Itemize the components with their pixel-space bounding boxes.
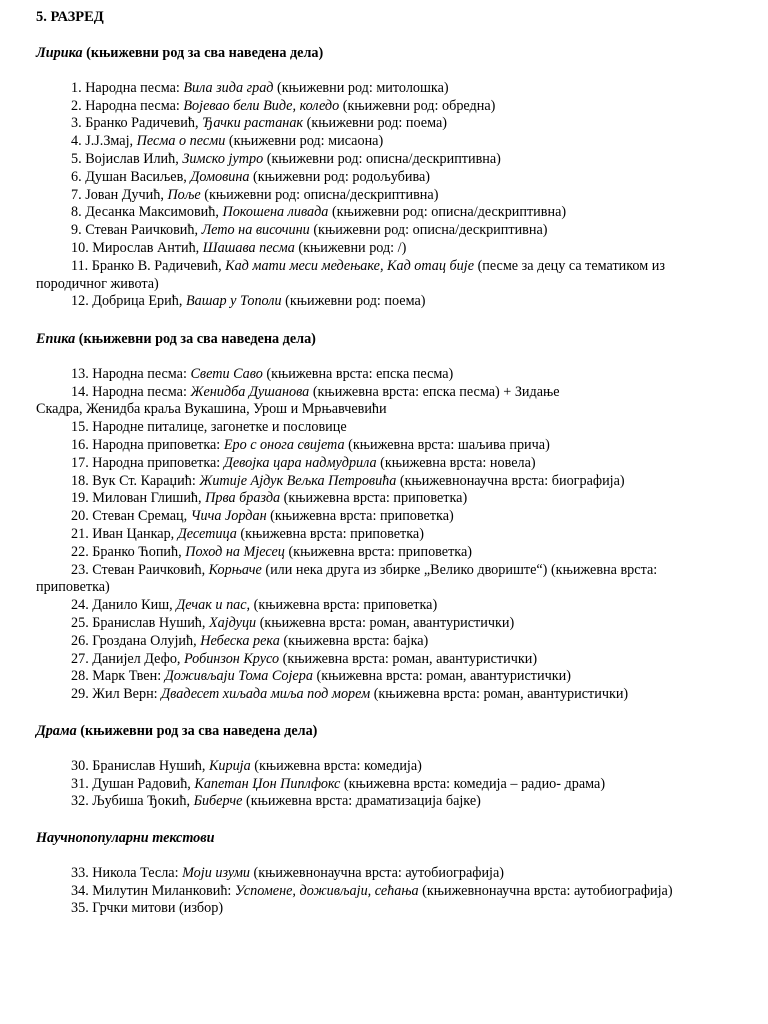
list-item: [71, 473, 736, 491]
item-text: 2. Народна песма:: [71, 97, 184, 114]
item-note: (књижевна врста: приповетка): [280, 490, 468, 507]
item-note: (књижевна врста: новела): [376, 454, 536, 471]
section-drama: [36, 723, 736, 811]
item-text: 22. Бранко Ћопић,: [71, 543, 186, 560]
work-title: Житије Ајдук Вељка Петровића: [199, 472, 397, 489]
section-heading-name: Епика: [36, 331, 76, 347]
list-item: [71, 222, 736, 240]
item-note: (књижевна врста: бајка): [279, 632, 429, 649]
item-text: 4. Ј.Ј.Змај,: [71, 133, 137, 150]
item-list: [36, 366, 736, 704]
work-title: Капетан Џон Пиплфокс: [194, 775, 341, 792]
list-item: [71, 115, 736, 133]
list-item: [71, 668, 736, 686]
item-text: 25. Бранислав Нушић,: [71, 614, 209, 631]
section-naucnopopularni: [36, 830, 736, 918]
list-item: [71, 508, 736, 526]
item-note: (књижевна врста: епска песма): [262, 365, 454, 382]
list-item: [71, 900, 736, 918]
work-title: Поход на Мјесец: [185, 543, 285, 560]
work-title: Двадесет хиљада миља под морем: [161, 686, 371, 703]
item-text: 27. Данијел Дефо,: [71, 650, 185, 667]
list-item: [71, 98, 736, 116]
list-item: [71, 490, 736, 508]
work-title: Дечак и пас,: [176, 597, 251, 614]
work-title: Десетица: [177, 525, 237, 542]
item-text: 34. Милутин Миланковић:: [71, 882, 235, 899]
work-title: Покошена ливада: [222, 204, 329, 221]
list-item: [36, 257, 736, 294]
work-title: Свети Саво: [190, 365, 263, 382]
list-item: [71, 633, 736, 651]
list-item: [71, 366, 736, 384]
item-text: 15. Народне питалице, загонетке и пословице: [71, 419, 347, 436]
item-text: 28. Марк Твен:: [71, 668, 165, 685]
list-item: [71, 169, 736, 187]
work-title: Еро с онога свијета: [223, 436, 345, 453]
item-note: (књижевна врста: роман, авантуристички): [370, 686, 629, 703]
work-title: Војевао бели Виде, коледо: [183, 97, 340, 114]
work-title: Девојка цара надмудрила: [223, 454, 377, 471]
item-note: (књижевнонаучна врста: аутобиографија): [418, 882, 673, 899]
work-title: Лето на височини: [201, 222, 310, 239]
list-item: [36, 561, 736, 598]
work-title: Прва бразда: [205, 490, 281, 507]
item-note: (књижевни род: мисаона): [225, 133, 384, 150]
item-text: 31. Душан Радовић,: [71, 775, 195, 792]
item-text: 12. Добрица Ерић,: [71, 293, 186, 310]
list-item: [71, 419, 736, 437]
list-item: [71, 437, 736, 455]
section-heading-name: Драма: [36, 723, 77, 739]
item-text: 1. Народна песма:: [71, 79, 184, 96]
work-title: Женидба Душанова: [190, 383, 310, 400]
work-title: Вила зида град: [183, 79, 274, 96]
item-note: (књижевна врста: приповетка): [236, 525, 424, 542]
item-text: 24. Данило Киш,: [71, 597, 177, 614]
work-title: Песма о песми: [136, 133, 226, 150]
work-title: Успомене, доживљаји, сећања: [234, 882, 419, 899]
section-heading-suffix: (књижевни род за сва наведена дела): [75, 331, 316, 347]
list-item: [71, 544, 736, 562]
list-item: [71, 80, 736, 98]
work-title: Хајдуци: [208, 614, 257, 631]
item-text: 35. Грчки митови (избор): [71, 900, 224, 917]
work-title: Вашар у Тополи: [185, 293, 282, 310]
page-title: 5. РАЗРЕД: [36, 9, 104, 25]
item-list: [36, 758, 736, 811]
item-note: (књижевна врста: роман, авантуристички): [256, 614, 515, 631]
item-note: (књижевни род: описна/дескриптивна): [263, 150, 501, 167]
list-item: [71, 865, 736, 883]
section-heading-suffix: (књижевни род за сва наведена дела): [76, 723, 318, 739]
list-item: [71, 597, 736, 615]
section-heading-name: Научнопопуларни текстови: [36, 830, 215, 846]
item-continuation: породичног живота): [36, 275, 159, 292]
list-item: [71, 151, 736, 169]
section-heading: [36, 723, 736, 741]
item-note: (књижевна врста: приповетка): [250, 597, 438, 614]
work-title: Зимско јутро: [182, 150, 264, 167]
section-heading-suffix: (књижевни род за сва наведена дела): [82, 45, 324, 61]
item-text: 18. Вук Ст. Караџић:: [71, 472, 200, 489]
item-note: (књижевни род: описна/дескриптивна): [200, 186, 439, 203]
list-item: [71, 615, 736, 633]
list-item: [71, 293, 736, 311]
item-list: [36, 80, 736, 311]
item-text: 26. Гроздана Олујић,: [71, 632, 201, 649]
list-item: [71, 776, 736, 794]
work-title: Биберче: [193, 793, 243, 810]
list-item: [71, 651, 736, 669]
item-text: 6. Душан Васиљев,: [71, 168, 191, 185]
item-note: (књижевна врста: комедија – радио- драма): [340, 775, 606, 792]
section-heading: [36, 331, 736, 349]
item-note: (књижевнонаучна врста: биографија): [396, 472, 625, 489]
item-note: (књижевна врста: драматизација бајке): [242, 793, 481, 810]
item-list: [36, 865, 736, 918]
item-text: 14. Народна песма:: [71, 383, 191, 400]
section-heading-name: Лирика: [36, 45, 83, 61]
item-text: 19. Милован Глишић,: [71, 490, 206, 507]
list-item: [71, 133, 736, 151]
section-epika: [36, 331, 736, 704]
item-note: (књижевна врста: роман, авантуристички): [312, 668, 571, 685]
item-text: 21. Иван Цанкар,: [71, 525, 178, 542]
item-note: (књижевна врста: приповетка): [284, 543, 472, 560]
work-title: Поље: [167, 186, 201, 203]
item-note: (књижевни род: поема): [281, 293, 426, 310]
item-text: 7. Јован Дучић,: [71, 186, 168, 203]
item-note: (књижевни род: описна/дескриптивна): [328, 204, 567, 221]
item-text: 11. Бранко В. Радичевић,: [71, 257, 226, 274]
list-item: [71, 204, 736, 222]
item-text: 16. Народна приповетка:: [71, 436, 224, 453]
item-text: 23. Стеван Раичковић,: [71, 561, 209, 578]
section-heading: [36, 830, 736, 848]
item-note: (књижевни род: обредна): [339, 97, 496, 114]
work-title: Кирија: [208, 757, 251, 774]
section-heading: [36, 45, 736, 63]
item-text: 9. Стеван Раичковић,: [71, 222, 202, 239]
item-text: 32. Љубиша Ђокић,: [71, 793, 194, 810]
item-note: (књижевна врста: шаљива прича): [344, 436, 550, 453]
item-note: (књижевна врста: роман, авантуристички): [279, 650, 538, 667]
item-continuation: приповетка): [36, 579, 110, 596]
item-text: 5. Војислав Илић,: [71, 150, 183, 167]
item-text: 10. Мирослав Антић,: [71, 239, 203, 256]
work-title: Доживљаји Тома Сојера: [164, 668, 313, 685]
item-note: (књижевни род: поема): [303, 115, 447, 132]
list-item: [71, 758, 736, 776]
item-text: 30. Бранислав Нушић,: [71, 757, 209, 774]
item-text: 8. Десанка Максимовић,: [71, 204, 223, 221]
list-item: [71, 883, 736, 901]
item-note: (књижевни род: описна/дескриптивна): [309, 222, 548, 239]
list-item: [71, 455, 736, 473]
section-lirika: [36, 45, 736, 311]
work-title: Корњаче: [208, 561, 262, 578]
work-title: Домовина: [190, 168, 250, 185]
item-text: 17. Народна приповетка:: [71, 454, 224, 471]
work-title: Чича Јордан: [190, 508, 267, 525]
item-note: (књижевни род: митолошка): [273, 79, 449, 96]
list-item: [71, 526, 736, 544]
item-note: (песме за децу са тематиком из: [474, 257, 665, 274]
item-note: (књижевни род: /): [294, 239, 407, 256]
list-item: [36, 383, 736, 420]
list-item: [71, 240, 736, 258]
item-note: (књижевна врста: епска песма) + Зидање: [309, 383, 560, 400]
work-title: Небеска река: [200, 632, 280, 649]
list-item: [71, 793, 736, 811]
work-title: Ђачки растанак: [202, 115, 304, 132]
list-item: [71, 686, 736, 704]
item-note: (књижевнонаучна врста: аутобиографија): [249, 864, 505, 881]
item-text: 20. Стеван Сремац,: [71, 508, 191, 525]
work-title: Робинзон Крусо: [184, 650, 280, 667]
list-item: [71, 187, 736, 205]
item-note: (књижевна врста: комедија): [250, 757, 422, 774]
work-title: Кад мати меси медењаке, Кад отац бије: [225, 257, 475, 274]
item-text: 29. Жил Верн:: [71, 686, 162, 703]
item-continuation: Скадра, Женидба краља Вукашина, Урош и Мрњавчевићи: [36, 401, 387, 418]
item-text: 3. Бранко Радичевић,: [71, 115, 203, 132]
item-note: (књижевни род: родољубива): [249, 168, 431, 185]
work-title: Моји изуми: [182, 864, 250, 881]
item-note: (или нека друга из збирке „Велико двориште“) (књижевна врста:: [261, 561, 658, 578]
item-text: 13. Народна песма:: [71, 365, 191, 382]
item-text: 33. Никола Тесла:: [71, 864, 183, 881]
work-title: Шашава песма: [202, 239, 295, 256]
item-note: (књижевна врста: приповетка): [266, 508, 454, 525]
